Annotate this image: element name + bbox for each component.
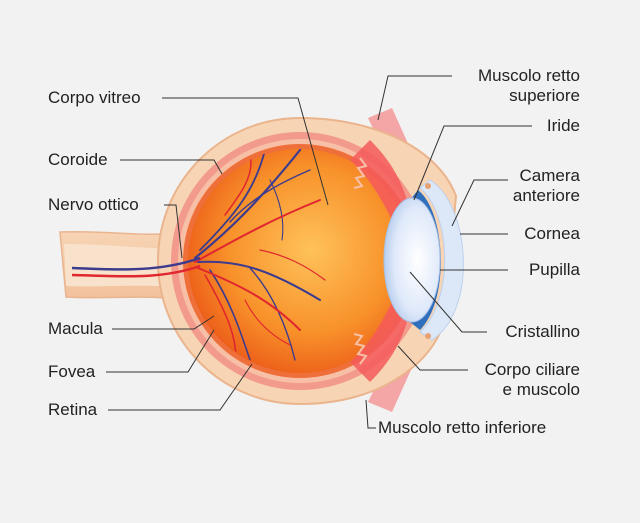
label-corpo-ciliare: Corpo ciliare e muscolo [484,360,580,399]
label-corpo-vitreo: Corpo vitreo [48,88,141,107]
label-cristallino: Cristallino [505,322,580,341]
label-macula: Macula [48,319,103,338]
label-iride: Iride [546,116,580,135]
label-retina: Retina [48,400,98,419]
label-nervo-ottico: Nervo ottico [48,195,139,214]
lens-shape [384,198,440,322]
label-muscolo-retto-inferiore: Muscolo retto inferiore [378,418,547,437]
label-coroide: Coroide [48,150,108,169]
label-cornea: Cornea [524,224,580,243]
label-fovea: Fovea [48,362,96,381]
label-camera-anteriore: Camera anteriore [512,166,580,205]
label-pupilla: Pupilla [528,260,580,279]
label-muscolo-retto-superiore: Muscolo retto superiore [477,66,580,105]
